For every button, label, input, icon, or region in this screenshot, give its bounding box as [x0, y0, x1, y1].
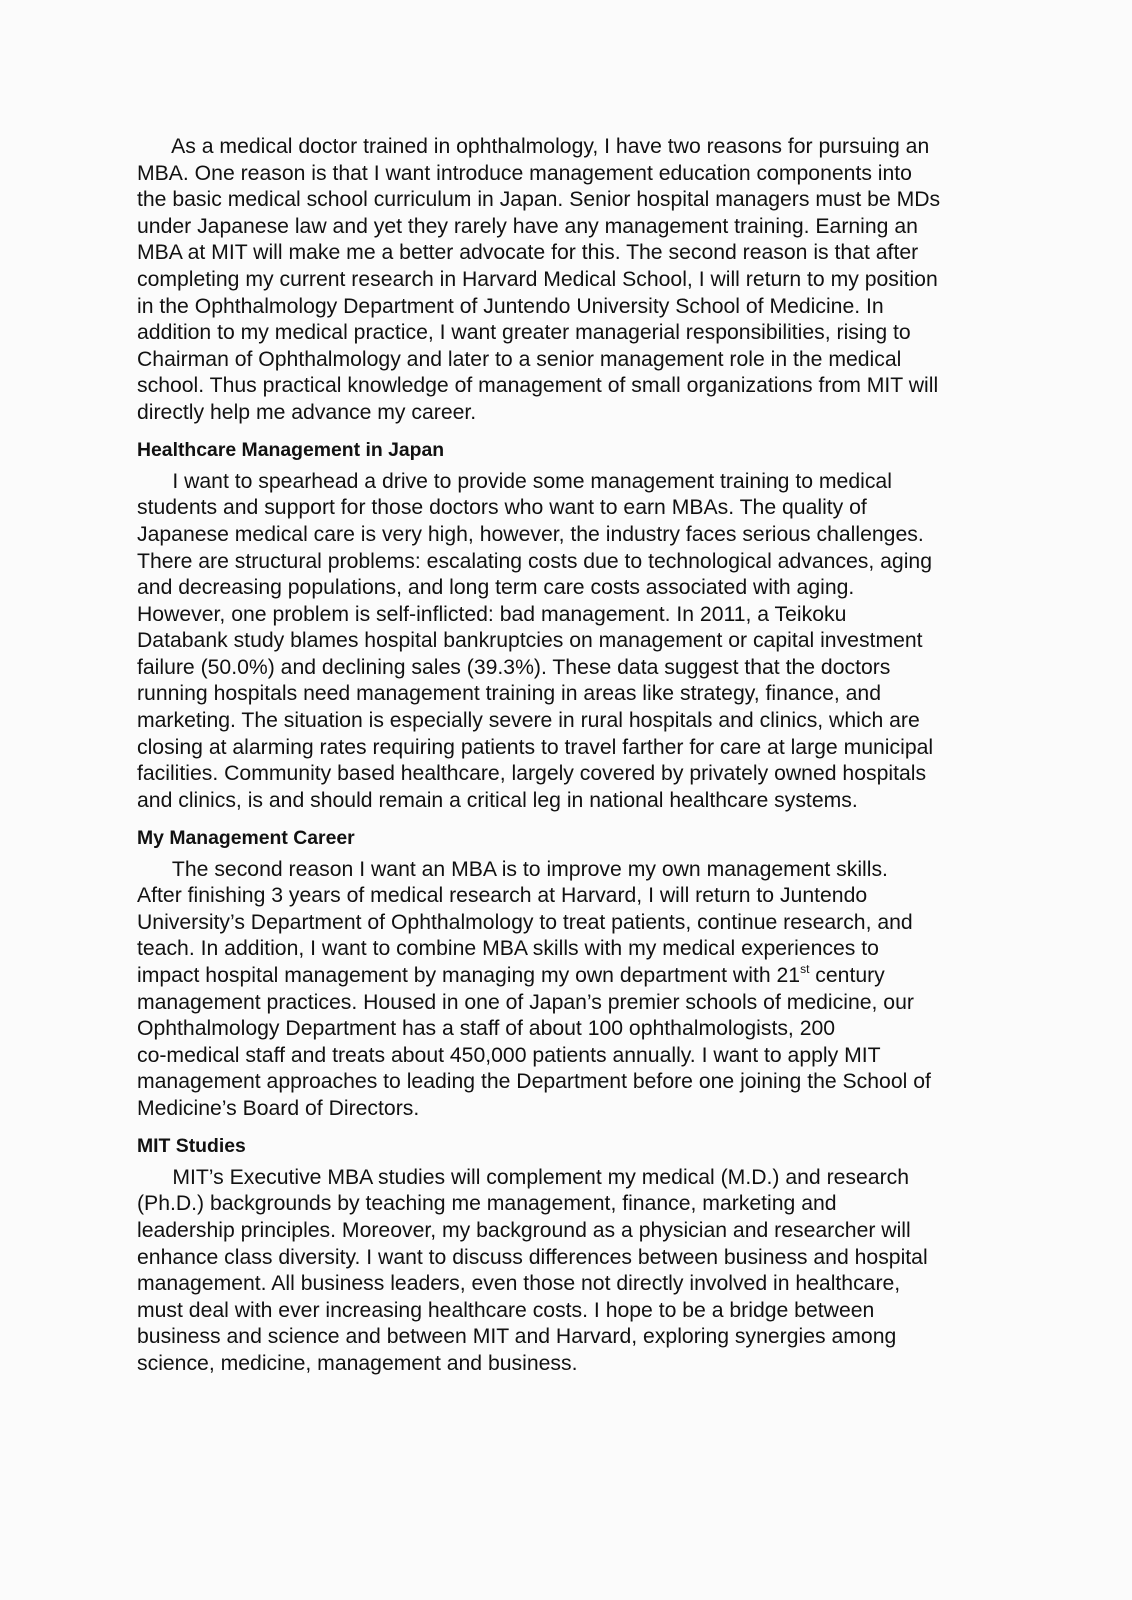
text-line: business and science and between MIT and Harvard, exploring synergies among — [137, 1325, 897, 1349]
text-line: University’s Department of Ophthalmology to treat patients, continue research, and — [137, 910, 913, 934]
text-line: MBA at MIT will make me a better advocate for this. The second reason is that after — [137, 241, 919, 265]
text-line: running hospitals need management training in areas like strategy, finance, and — [137, 682, 881, 706]
text-line: There are structural problems: escalating costs due to technological advances, aging — [137, 549, 932, 573]
text-line: The second reason I want an MBA is to improve my own management skills. — [137, 857, 888, 881]
text-line: and decreasing populations, and long term care costs associated with aging. — [137, 576, 855, 600]
management-career-paragraph — [137, 857, 999, 1123]
text-line: students and support for those doctors who want to earn MBAs. The quality of — [137, 496, 867, 520]
text-line: After finishing 3 years of medical research at Harvard, I will return to Juntendo — [137, 884, 868, 908]
text-line: teach. In addition, I want to combine MBA skills with my medical experiences to — [137, 937, 879, 961]
text-line: MBA. One reason is that I want introduce management education components into — [137, 161, 912, 185]
text-line: Databank study blames hospital bankruptcies on management or capital investment — [137, 629, 923, 653]
text-line: I want to spearhead a drive to provide some management training to medical — [137, 469, 892, 493]
text-line: management practices. Housed in one of Japan’s premier schools of medicine, our — [137, 990, 914, 1014]
text-line: enhance class diversity. I want to discuss differences between business and hospital — [137, 1245, 928, 1269]
text-line — [137, 963, 999, 990]
text-line: the basic medical school curriculum in Japan. Senior hospital managers must be MDs — [137, 188, 941, 212]
text-line: Ophthalmology Department has a staff of about 100 ophthalmologists, 200 — [137, 1017, 836, 1041]
text-line: Medicine’s Board of Directors. — [137, 1096, 420, 1120]
section-heading-mit-studies: MIT Studies — [137, 1135, 246, 1158]
text-line: and clinics, is and should remain a critical leg in national healthcare systems. — [137, 788, 858, 812]
text-line: under Japanese law and yet they rarely have any management training. Earning an — [137, 214, 918, 238]
text-line: Chairman of Ophthalmology and later to a senior management role in the medical — [137, 347, 902, 371]
text-line: MIT’s Executive MBA studies will complement my medical (M.D.) and research — [137, 1165, 910, 1189]
mit-studies-paragraph — [137, 1165, 999, 1378]
text-line: completing my current research in Harvard Medical School, I will return to my position — [137, 267, 938, 291]
text-fragment: impact hospital management by managing my own department with 21 — [137, 964, 801, 987]
text-line: school. Thus practical knowledge of management of small organizations from MIT will — [137, 374, 939, 398]
intro-paragraph — [137, 134, 999, 427]
text-line: (Ph.D.) backgrounds by teaching me management, finance, marketing and — [137, 1192, 837, 1216]
text-line: failure (50.0%) and declining sales (39.3%). These data suggest that the doctors — [137, 655, 891, 679]
text-line: science, medicine, management and business. — [137, 1351, 578, 1375]
healthcare-management-paragraph — [137, 469, 999, 815]
section-heading-healthcare-management: Healthcare Management in Japan — [137, 439, 445, 462]
text-line: in the Ophthalmology Department of Juntendo University School of Medicine. In — [137, 294, 884, 318]
text-line: facilities. Community based healthcare, largely covered by privately owned hospitals — [137, 762, 927, 786]
text-line: directly help me advance my career. — [137, 400, 477, 424]
text-line: management. All business leaders, even those not directly involved in healthcare, — [137, 1272, 901, 1296]
text-line: addition to my medical practice, I want greater managerial responsibilities, rising to — [137, 321, 911, 345]
text-fragment: century — [809, 964, 885, 987]
superscript-ordinal: st — [800, 962, 810, 976]
text-line: As a medical doctor trained in ophthalmology, I have two reasons for pursuing an — [137, 135, 930, 158]
text-line: must deal with ever increasing healthcare costs. I hope to be a bridge between — [137, 1298, 875, 1322]
text-line: leadership principles. Moreover, my background as a physician and researcher will — [137, 1218, 911, 1242]
text-line: management approaches to leading the Department before one joining the School of — [137, 1070, 931, 1094]
document-body — [137, 134, 999, 1378]
text-line: co-medical staff and treats about 450,000 patients annually. I want to apply MIT — [137, 1043, 881, 1067]
section-heading-management-career: My Management Career — [137, 827, 355, 850]
text-line: However, one problem is self-inflicted: bad management. In 2011, a Teikoku — [137, 602, 847, 626]
text-line: closing at alarming rates requiring patients to travel farther for care at large municipal — [137, 735, 934, 759]
text-line: marketing. The situation is especially severe in rural hospitals and clinics, which are — [137, 709, 920, 733]
text-line: Japanese medical care is very high, however, the industry faces serious challenges. — [137, 522, 924, 546]
